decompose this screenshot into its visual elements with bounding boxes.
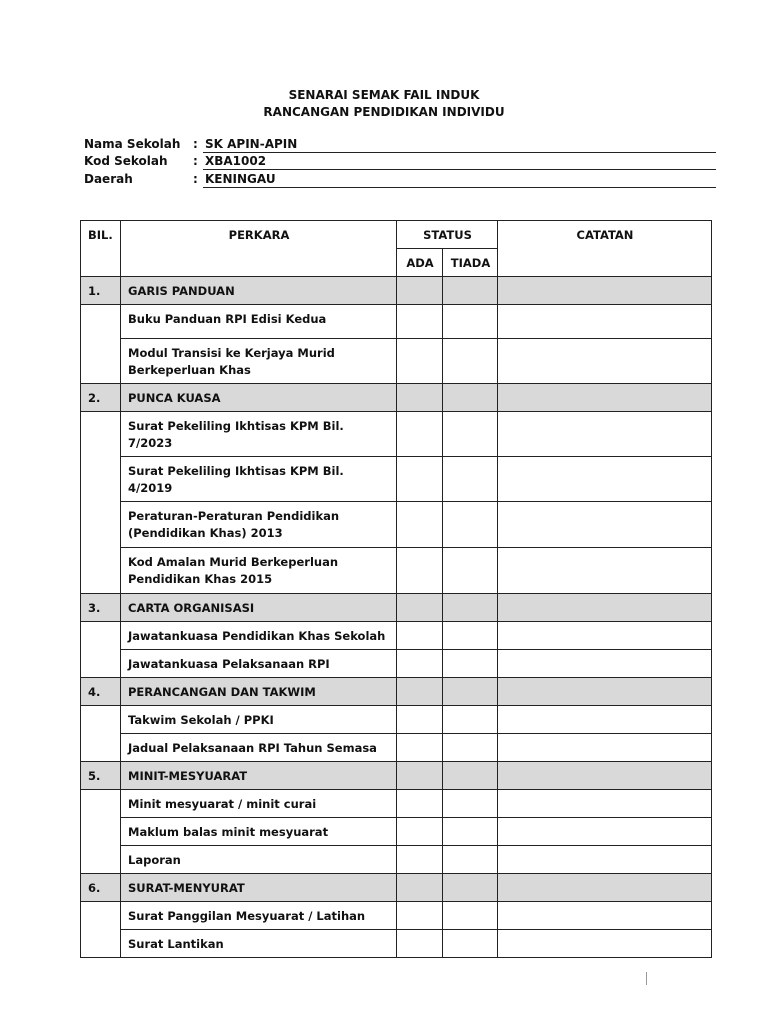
section-row [81, 277, 712, 305]
item-label: Maklum balas minit mesyuarat [121, 818, 397, 846]
catatan-input-cell[interactable] [498, 734, 712, 762]
item-label: Buku Panduan RPI Edisi Kedua [121, 305, 397, 339]
catatan-cell [498, 277, 712, 305]
status-tiada-cell [443, 762, 498, 790]
section-bil-spacer [81, 706, 121, 762]
status-ada-checkbox-cell[interactable] [397, 818, 443, 846]
status-tiada-checkbox-cell[interactable] [443, 457, 498, 502]
status-ada-cell [397, 678, 443, 706]
catatan-cell [498, 678, 712, 706]
status-ada-checkbox-cell[interactable] [397, 930, 443, 958]
section-number: 1. [81, 277, 121, 305]
section-bil-spacer [81, 790, 121, 874]
status-tiada-cell [443, 874, 498, 902]
status-ada-checkbox-cell[interactable] [397, 790, 443, 818]
catatan-input-cell[interactable] [498, 502, 712, 548]
section-title: MINIT-MESYUARAT [121, 762, 397, 790]
status-ada-checkbox-cell[interactable] [397, 622, 443, 650]
item-row [81, 548, 712, 594]
status-tiada-checkbox-cell[interactable] [443, 818, 498, 846]
catatan-input-cell[interactable] [498, 650, 712, 678]
status-tiada-checkbox-cell[interactable] [443, 650, 498, 678]
status-ada-cell [397, 874, 443, 902]
info-underline [203, 187, 716, 188]
section-number: 6. [81, 874, 121, 902]
section-title: GARIS PANDUAN [121, 277, 397, 305]
status-ada-checkbox-cell[interactable] [397, 305, 443, 339]
item-label: Surat Pekeliling Ikhtisas KPM Bil. 4/2019 [121, 457, 397, 502]
header-ada: ADA [397, 249, 443, 277]
item-label: Kod Amalan Murid Berkeperluan Pendidikan Khas 2015 [121, 548, 397, 594]
status-tiada-checkbox-cell[interactable] [443, 412, 498, 457]
catatan-input-cell[interactable] [498, 412, 712, 457]
status-ada-cell [397, 762, 443, 790]
status-ada-checkbox-cell[interactable] [397, 457, 443, 502]
item-label: Minit mesyuarat / minit curai [121, 790, 397, 818]
section-bil-spacer [81, 412, 121, 594]
catatan-input-cell[interactable] [498, 339, 712, 384]
status-tiada-cell [443, 678, 498, 706]
document-title: SENARAI SEMAK FAIL INDUK [288, 88, 480, 102]
status-ada-checkbox-cell[interactable] [397, 706, 443, 734]
status-tiada-checkbox-cell[interactable] [443, 734, 498, 762]
item-row [81, 818, 712, 846]
item-row [81, 734, 712, 762]
item-row [81, 339, 712, 384]
item-row [81, 790, 712, 818]
status-tiada-checkbox-cell[interactable] [443, 305, 498, 339]
status-ada-checkbox-cell[interactable] [397, 734, 443, 762]
status-ada-cell [397, 277, 443, 305]
catatan-cell [498, 762, 712, 790]
item-label: Surat Lantikan [121, 930, 397, 958]
status-tiada-cell [443, 277, 498, 305]
checklist-table [80, 220, 712, 958]
catatan-input-cell[interactable] [498, 790, 712, 818]
section-bil-spacer [81, 305, 121, 384]
status-ada-cell [397, 594, 443, 622]
item-label: Jadual Pelaksanaan RPI Tahun Semasa [121, 734, 397, 762]
info-label: Nama Sekolah [84, 137, 181, 151]
info-value: XBA1002 [205, 154, 267, 168]
status-tiada-checkbox-cell[interactable] [443, 548, 498, 594]
section-number: 2. [81, 384, 121, 412]
item-row [81, 502, 712, 548]
item-row [81, 622, 712, 650]
header-status: STATUS [397, 221, 498, 249]
item-label: Modul Transisi ke Kerjaya Murid Berkeperluan Khas [121, 339, 397, 384]
item-label: Surat Pekeliling Ikhtisas KPM Bil. 7/2023 [121, 412, 397, 457]
status-tiada-checkbox-cell[interactable] [443, 706, 498, 734]
section-row [81, 678, 712, 706]
header-perkara: PERKARA [121, 221, 397, 277]
status-tiada-cell [443, 384, 498, 412]
section-number: 4. [81, 678, 121, 706]
catatan-input-cell[interactable] [498, 305, 712, 339]
status-tiada-checkbox-cell[interactable] [443, 622, 498, 650]
status-tiada-checkbox-cell[interactable] [443, 790, 498, 818]
item-row [81, 305, 712, 339]
catatan-cell [498, 874, 712, 902]
status-ada-checkbox-cell[interactable] [397, 412, 443, 457]
status-tiada-checkbox-cell[interactable] [443, 902, 498, 930]
status-ada-checkbox-cell[interactable] [397, 502, 443, 548]
item-row [81, 412, 712, 457]
section-row [81, 594, 712, 622]
item-row [81, 706, 712, 734]
status-ada-checkbox-cell[interactable] [397, 846, 443, 874]
status-tiada-checkbox-cell[interactable] [443, 846, 498, 874]
header-bil: BIL. [81, 221, 121, 277]
status-ada-checkbox-cell[interactable] [397, 339, 443, 384]
info-value: SK APIN-APIN [205, 137, 298, 151]
section-row [81, 762, 712, 790]
item-label: Jawatankuasa Pendidikan Khas Sekolah [121, 622, 397, 650]
item-row [81, 930, 712, 958]
item-label: Takwim Sekolah / PPKI [121, 706, 397, 734]
catatan-input-cell[interactable] [498, 902, 712, 930]
catatan-input-cell[interactable] [498, 622, 712, 650]
table-header-row [81, 221, 712, 249]
info-colon: : [193, 154, 198, 168]
status-tiada-checkbox-cell[interactable] [443, 502, 498, 548]
catatan-cell [498, 384, 712, 412]
status-ada-checkbox-cell[interactable] [397, 902, 443, 930]
section-title: SURAT-MENYURAT [121, 874, 397, 902]
status-tiada-cell [443, 594, 498, 622]
info-label: Kod Sekolah [84, 154, 168, 168]
document-subtitle: RANCANGAN PENDIDIKAN INDIVIDU [263, 105, 505, 119]
catatan-input-cell[interactable] [498, 930, 712, 958]
section-number: 3. [81, 594, 121, 622]
catatan-input-cell[interactable] [498, 846, 712, 874]
page-marker [646, 972, 647, 985]
status-ada-checkbox-cell[interactable] [397, 650, 443, 678]
status-tiada-checkbox-cell[interactable] [443, 339, 498, 384]
info-colon: : [193, 172, 198, 186]
catatan-input-cell[interactable] [498, 457, 712, 502]
section-title: PERANCANGAN DAN TAKWIM [121, 678, 397, 706]
header-catatan: CATATAN [498, 221, 712, 277]
info-value: KENINGAU [205, 172, 276, 186]
section-title: PUNCA KUASA [121, 384, 397, 412]
item-label: Surat Panggilan Mesyuarat / Latihan [121, 902, 397, 930]
item-row [81, 650, 712, 678]
item-label: Peraturan-Peraturan Pendidikan (Pendidikan Khas) 2013 [121, 502, 397, 548]
item-row [81, 902, 712, 930]
catatan-cell [498, 594, 712, 622]
section-bil-spacer [81, 622, 121, 678]
catatan-input-cell[interactable] [498, 706, 712, 734]
section-title: CARTA ORGANISASI [121, 594, 397, 622]
catatan-input-cell[interactable] [498, 818, 712, 846]
item-row [81, 457, 712, 502]
section-number: 5. [81, 762, 121, 790]
info-underline [203, 152, 716, 153]
info-underline [203, 169, 716, 170]
section-row [81, 384, 712, 412]
status-ada-checkbox-cell[interactable] [397, 548, 443, 594]
item-label: Jawatankuasa Pelaksanaan RPI [121, 650, 397, 678]
section-bil-spacer [81, 902, 121, 958]
item-row [81, 846, 712, 874]
section-row [81, 874, 712, 902]
header-tiada: TIADA [443, 249, 498, 277]
item-label: Laporan [121, 846, 397, 874]
catatan-input-cell[interactable] [498, 548, 712, 594]
info-label: Daerah [84, 172, 133, 186]
status-ada-cell [397, 384, 443, 412]
info-colon: : [193, 137, 198, 151]
status-tiada-checkbox-cell[interactable] [443, 930, 498, 958]
